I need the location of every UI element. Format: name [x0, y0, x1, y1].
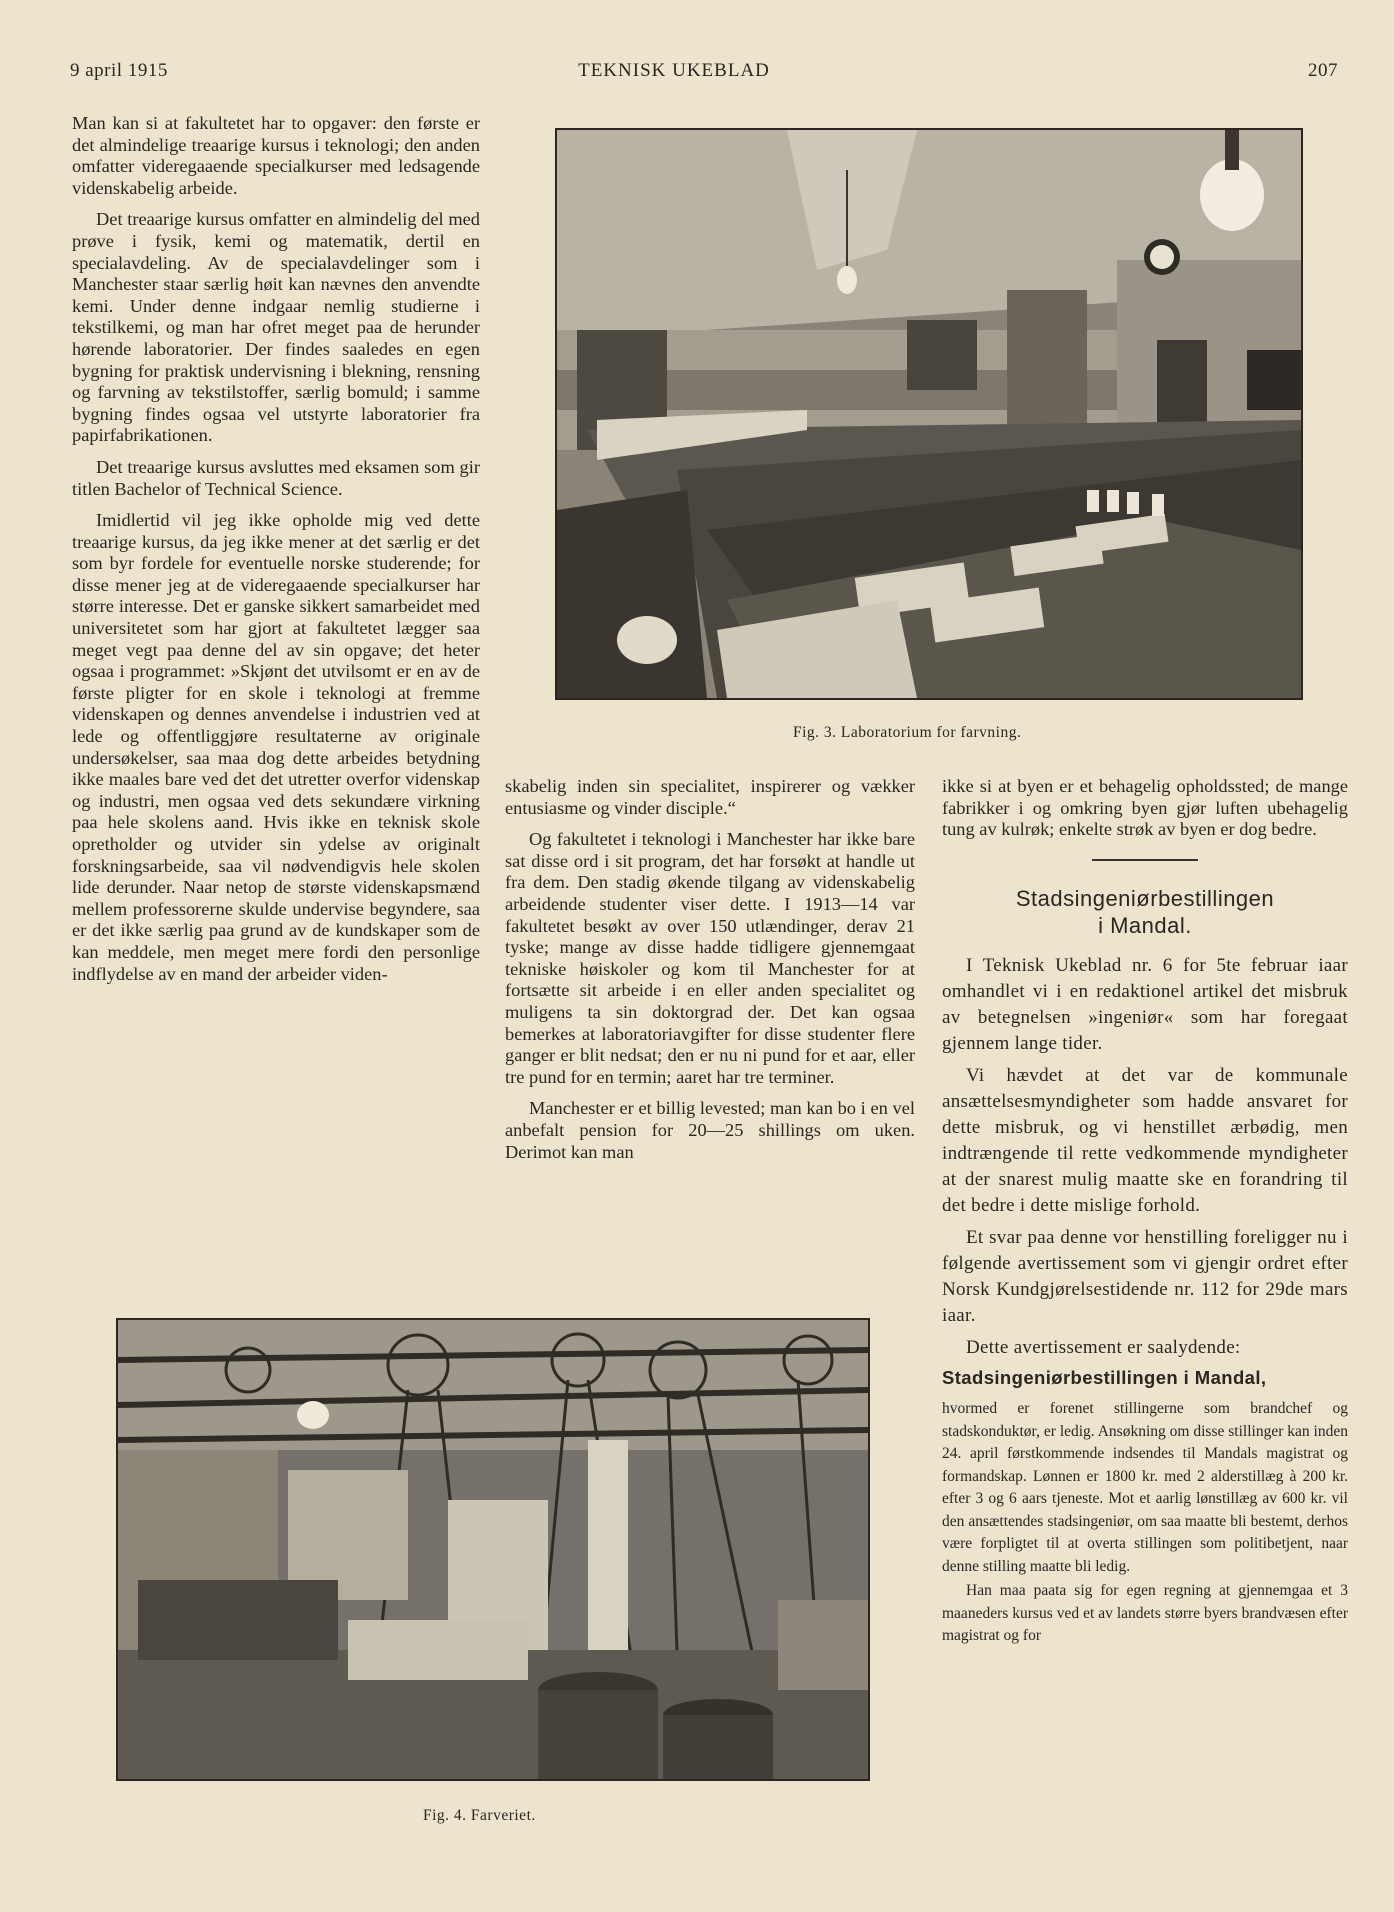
advertisement-paragraph-2: Han maa paata sig for egen regning at gjennemgaa et 3 maaneders kursus ved et av landets større byers brandvæsen efter magistrat og for [942, 1582, 1348, 1645]
section-divider [1092, 859, 1198, 861]
figure-3-caption: Fig. 3. Laboratorium for farvning. [793, 724, 1022, 741]
article-heading [942, 885, 1348, 939]
figure-laboratory-photo [555, 128, 1303, 700]
col1-paragraph-1: Man kan si at fakultetet har to opgaver: den første er det almindelige treaarige kursus i teknologi; den anden omfatter videregaaende specialkurser med ledsagende videnskabelig arbeide. [72, 113, 480, 198]
col3-paragraph-4: Dette avertissement er saalydende: [966, 1336, 1241, 1358]
col1-paragraph-3: Det treaarige kursus avsluttes med eksamen som gir titlen Bachelor of Technical Science. [72, 456, 480, 499]
advertisement-paragraph-1: hvormed er forenet stillingerne som brandchef og stadskonduktør, er ledig. Ansøkning om disse stillinger kan inden 24. april førstkommende indsendes til Mandals magistrat og formandskap. Lønnen er 1800 kr. med 2 alderstillæg à 200 kr. efter 3 og 6 aars tjeneste. Mot et aarlig lønstillæg av 600 kr. vil den ansættendes stadsingeniør, om saa maatte bli bestemt, derhos være forpligtet til at overta stillingen som politibetjent, naar denne stilling maatte bli ledig. [942, 1400, 1348, 1575]
column-3 [942, 776, 1348, 1650]
col2-paragraph-3: Manchester er et billig levested; man kan bo i en vel anbefalt pension for 20—25 shillings om uken. Derimot kan man [505, 1098, 915, 1162]
figure-dyehouse-photo [116, 1318, 870, 1781]
col3-intro: ikke si at byen er et behagelig opholdssted; de mange fabrikker i og omkring byen gjør luften ubehagelig tung av kulrøk; enkelte strøk av byen er dog bedre. [942, 776, 1348, 840]
header-date: 9 april 1915 [70, 60, 168, 81]
col1-paragraph-4: Imidlertid vil jeg ikke opholde mig ved dette treaarige kursus, da jeg ikke mener at det særlig er det som byr fordele for eventuelle norske studerende; for disse mener jeg at de videregaaende specialkurser har større interesse. Det er ganske sikkert samarbeidet med universitetet som har gjort at fakultetet lægger saa meget vegt paa denne del av sin opgave; det heter ogsaa i programmet: »Skjønt det utvilsomt er en av de første pligter for en skole i teknologi at fremme videnskapen og dennes anvendelse i industrien ved at lede og offentliggjøre resultaterne av originale undersøkelser, saa maa dog dette arbeides betydning ikke maales bare ved det det utretter overfor videnskap og industri, men ogsaa ved dets sekundære virkning paa hele skolens aand. Hvis ikke en teknisk skole opretholder og utvider sin ydelse av originalt forskningsarbeide, saa vil nødvendigvis hele skolen lide derunder. Naar netop de største videnskapsmænd mellem professorerne skulde undervise begyndere, saa er det ikke særlig paa grund av de kundskaper som de kan meddele, men meget mere fordi den personlige indflydelse av en mand der arbeider viden- [72, 510, 480, 984]
figure-4-caption: Fig. 4. Farveriet. [423, 1807, 536, 1824]
article-heading-line-2: i Mandal. [1098, 912, 1192, 938]
header-journal-title: TEKNISK UKEBLAD [578, 60, 770, 81]
column-1 [72, 113, 480, 995]
col2-paragraph-1: skabelig inden sin specialitet, inspirerer og vækker entusiasme og vinder disciple.“ [505, 776, 915, 818]
col3-paragraph-1: I Teknisk Ukeblad nr. 6 for 5te februar iaar omhandlet vi i en redaktionel artikel det misbruk av betegnelsen »ingeniør« som har foregaat gjennem lange tider. [942, 954, 1348, 1054]
col2-paragraph-2: Og fakultetet i teknologi i Manchester har ikke bare sat disse ord i sit program, det har forsøkt at handle ut fra dem. Den stadig økende tilgang av videnskabelig arbeidende studenter viser dette. I 1913—14 var fakultetet besøkt av over 150 utlændinger, derav 21 tyske; mange av disse hadde tidligere gjennemgaat tekniske høiskoler og kom til Manchester for at fortsætte sit arbeide i en eller anden specialitet og muligens ta sin doktorgrad der. Det kan ogsaa bemerkes at laboratoriavgifter for disse studenter flere ganger er blit nedsat; den er nu ni pund for et aar, eller tre pund for en termin; aaret har tre terminer. [505, 829, 915, 1087]
header-page-number: 207 [1308, 60, 1338, 81]
col3-paragraph-3: Et svar paa denne vor henstilling foreligger nu i følgende avertissement som vi gjengir ordret efter Norsk Kundgjørelsestidende nr. 112 for 29de mars iaar. [942, 1226, 1348, 1326]
column-2 [505, 776, 915, 1173]
col3-paragraph-2: Vi hævdet at det var de kommunale ansættelsesmyndigheter som hadde ansvaret for dette misbruk, og vi henstillet ærbødig, men indtrængende til rette vedkommende myndigheter at der snarest mulig maatte ske en forandring til det bedre i dette mislige forhold. [942, 1064, 1348, 1216]
advertisement-title: Stadsingeniørbestillingen i Mandal, [942, 1366, 1267, 1388]
article-heading-line-1: Stadsingeniørbestillingen [1015, 885, 1275, 911]
advertisement-body [942, 1398, 1348, 1648]
col1-paragraph-2: Det treaarige kursus omfatter en almindelig del med prøve i fysik, kemi og matematik, dertil en specialavdeling. Av de specialavdelinger som i Manchester staar særlig høit kan nævnes den anvendte kemi. Under denne indgaar nemlig studierne i tekstilkemi, og man har ofret meget paa de herunder hørende laboratorier. Der findes saaledes en egen bygning for praktisk undervisning i blekning, rensning og farvning av tekstilstoffer, særlig bomuld; i samme bygning findes ogsaa vel utstyrte laboratorier fra papirfabrikationen. [72, 209, 480, 446]
